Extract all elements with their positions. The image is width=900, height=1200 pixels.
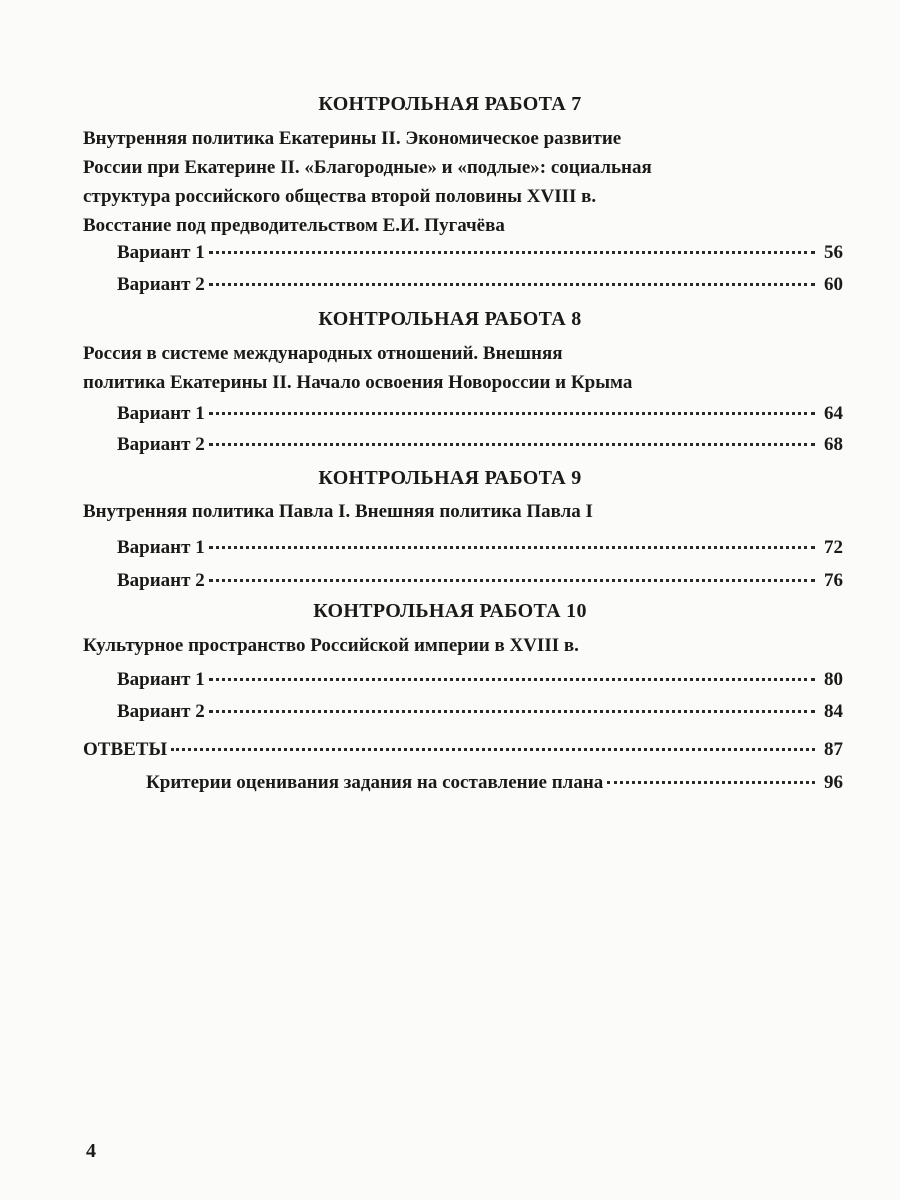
page-ref: 60 [824,274,843,295]
section-title-9: КОНТРОЛЬНАЯ РАБОТА 9 [318,467,582,489]
section-description-10 [83,631,823,660]
page-ref: 76 [824,570,843,591]
leader-dots [209,527,815,549]
variant-label: Вариант 1 [117,242,205,263]
description-line: Восстание под предводительством Е.И. Пугачёва [83,215,505,236]
toc-entry-8-variant-1[interactable] [117,397,843,425]
variant-label: Вариант 2 [117,434,205,455]
variant-label: Вариант 2 [117,701,205,722]
variant-label: Вариант 2 [117,570,205,591]
toc-entry-7-variant-1[interactable] [117,236,843,264]
section-description-9 [83,497,823,526]
description-line: России при Екатерине II. «Благородные» и «подлые»: социальная [83,157,652,178]
variant-label: Вариант 1 [117,403,205,424]
page-ref: 87 [824,739,843,760]
toc-entry-8-variant-2[interactable] [117,428,843,456]
leader-dots [607,762,815,784]
leader-dots [209,560,815,582]
answers-label: ОТВЕТЫ [83,739,168,760]
section-title-7: КОНТРОЛЬНАЯ РАБОТА 7 [318,93,582,115]
page-ref: 72 [824,537,843,558]
toc-entry-answers[interactable] [83,733,843,761]
variant-label: Вариант 1 [117,669,205,690]
page-ref: 84 [824,701,843,722]
description-line: Культурное пространство Российской империи в XVIII в. [83,635,579,656]
description-line: Внутренняя политика Екатерины II. Экономическое развитие [83,128,622,149]
section-description-7 [83,124,823,240]
criteria-label: Критерии оценивания задания на составление плана [146,772,604,793]
page-number: 4 [86,1140,96,1162]
leader-dots [209,393,815,415]
description-line: структура российского общества второй половины XVIII в. [83,186,597,207]
leader-dots [171,729,815,751]
toc-entry-10-variant-2[interactable] [117,695,843,723]
leader-dots [209,232,815,254]
page-ref: 68 [824,434,843,455]
leader-dots [209,424,815,446]
variant-label: Вариант 1 [117,537,205,558]
leader-dots [209,264,815,286]
toc-entry-criteria[interactable] [146,766,843,794]
toc-entry-10-variant-1[interactable] [117,663,843,691]
description-line: Россия в системе международных отношений. Внешняя [83,343,563,364]
page-ref: 64 [824,403,843,424]
section-description-8 [83,339,823,397]
toc-entry-9-variant-1[interactable] [117,531,843,559]
section-title-10: КОНТРОЛЬНАЯ РАБОТА 10 [313,600,587,622]
leader-dots [209,691,815,713]
description-line: политика Екатерины II. Начало освоения Новороссии и Крыма [83,372,633,393]
page-ref: 96 [824,772,843,793]
toc-entry-9-variant-2[interactable] [117,564,843,592]
variant-label: Вариант 2 [117,274,205,295]
description-line: Внутренняя политика Павла I. Внешняя политика Павла I [83,501,593,522]
toc-entry-7-variant-2[interactable] [117,268,843,296]
leader-dots [209,659,815,681]
page-ref: 56 [824,242,843,263]
page-ref: 80 [824,669,843,690]
section-title-8: КОНТРОЛЬНАЯ РАБОТА 8 [318,308,582,330]
